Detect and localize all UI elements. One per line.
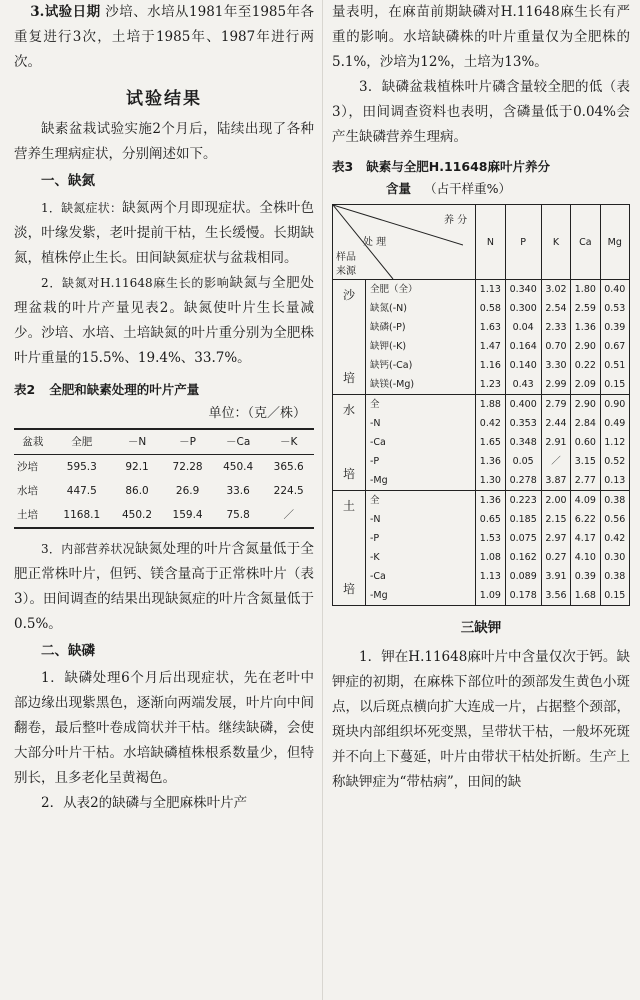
table-row: [333, 510, 630, 529]
table-row: [333, 414, 630, 433]
table3-value-cell: 0.70: [541, 337, 570, 356]
nitrogen-growth-paragraph: [14, 271, 314, 371]
table3-value-cell: 1.36: [476, 491, 505, 511]
subsection-potassium: 三缺钾: [460, 620, 502, 636]
table3-value-cell: 2.84: [571, 414, 600, 433]
table-row: [333, 299, 630, 318]
table-row: [333, 471, 630, 491]
table3-value-cell: 2.54: [541, 299, 570, 318]
table3-value-cell: 0.38: [600, 567, 629, 586]
table3-value-cell: 0.353: [505, 414, 541, 433]
table3-value-cell: 0.42: [600, 529, 629, 548]
table3-value-cell: 1.47: [476, 337, 505, 356]
table-row: [14, 479, 314, 503]
table2-cell: 1168.1: [63, 509, 101, 521]
table2-header: 盆栽: [22, 436, 44, 448]
nitrogen-growth-label: 2．缺氮对H.11648麻生长的影响: [41, 276, 230, 290]
table3-value-cell: 0.56: [600, 510, 629, 529]
group-label-top: 水: [342, 403, 355, 417]
trial-date-label: 3.试验日期: [30, 4, 101, 20]
subsection-phosphorus: 二、缺磷: [41, 643, 95, 659]
table3-value-cell: 0.140: [505, 356, 541, 375]
table3-value-cell: 0.185: [505, 510, 541, 529]
table3-value-cell: 0.39: [600, 318, 629, 337]
table3-treatment-cell: -Ca: [366, 567, 476, 586]
table3-value-cell: 0.52: [600, 452, 629, 471]
table3-value-cell: 4.09: [571, 491, 600, 511]
table3-value-cell: 2.97: [541, 529, 570, 548]
table3-caption-line2: [332, 178, 630, 200]
table3-value-cell: 1.53: [476, 529, 505, 548]
table2-cell: 92.1: [125, 461, 149, 473]
table3-group-label: [333, 491, 366, 606]
table3-value-cell: ／: [541, 452, 570, 471]
table2-cell: 33.6: [226, 485, 250, 497]
table3-value-cell: 0.178: [505, 586, 541, 606]
table-row: [333, 491, 630, 511]
table2-header-row: [14, 429, 314, 455]
subsection-nitrogen: 一、缺氮: [41, 173, 95, 189]
table3-value-cell: 0.223: [505, 491, 541, 511]
table2-cell: 365.6: [273, 461, 304, 473]
table3-value-cell: 0.51: [600, 356, 629, 375]
table3-treatment-cell: -Mg: [366, 586, 476, 606]
group-label-top: 土: [342, 499, 355, 513]
table3-value-cell: 3.15: [571, 452, 600, 471]
table-row: [333, 356, 630, 375]
table3-value-cell: 0.90: [600, 395, 629, 415]
table3-value-cell: 2.09: [571, 375, 600, 395]
table3-value-cell: 0.400: [505, 395, 541, 415]
phosphorus-symptom-paragraph: 1．缺磷处理6个月后出现症状，先在老叶中部边缘出现紫黑色，逐渐向两端发展，叶片向中间翻卷，最后整叶卷成筒状并干枯。继续缺磷，会使大部分叶片干枯。水培缺磷植株根系数量少，但特别长，且多老化呈黄褐色。: [14, 670, 314, 786]
table3-treatment-cell: 全: [366, 395, 476, 415]
table3-group-label: [333, 395, 366, 491]
table-row: [14, 503, 314, 528]
table2-title: 全肥和缺素处理的叶片产量: [49, 382, 200, 397]
table2-cell: 水培: [17, 485, 38, 497]
table3-value-cell: 3.91: [541, 567, 570, 586]
table2-cell: 450.4: [223, 461, 254, 473]
table3: [332, 204, 630, 606]
table3-value-cell: 1.23: [476, 375, 505, 395]
table3-value-cell: 1.36: [571, 318, 600, 337]
table3-diagonal-header: [333, 205, 476, 280]
table3-value-cell: 1.13: [476, 567, 505, 586]
nitrogen-growth-text: 缺氮与全肥处理盆栽的叶片产量见表2。缺氮使叶片生长量减少。沙培、水培、土培缺氮的叶片重分别为全肥株叶片重量的15.5%、19.4%、33.7%。: [14, 275, 315, 366]
table-row: [333, 375, 630, 395]
nitrogen-symptom-text: 缺氮两个月即现症状。全株叶色淡，叶缘发紫，老叶提前干枯，生长缓慢。长期缺氮，植株停止生长。田间缺氮症状与盆栽相同。: [14, 200, 315, 266]
table3-value-cell: 2.90: [571, 395, 600, 415]
table-row: [333, 337, 630, 356]
nutrient-status-text: 缺氮处理的叶片含氮量低于全肥正常株叶片，但钙、镁含量高于正常株叶片（表3）。田间调查的结果出现缺氮症的叶片含氮量低于0.5%。: [14, 541, 314, 632]
table2-caption: [14, 379, 314, 401]
table3-value-cell: 0.15: [600, 586, 629, 606]
table2-cell: 224.5: [273, 485, 304, 497]
table2-header: －N: [127, 436, 147, 448]
trial-date-paragraph: [14, 0, 314, 75]
table3-value-cell: 0.58: [476, 299, 505, 318]
table3-col-header: N: [476, 205, 505, 280]
group-label-top: 沙: [342, 288, 355, 302]
left-column: [14, 0, 314, 816]
table3-treatment-cell: 全: [366, 491, 476, 511]
table3-value-cell: 0.43: [505, 375, 541, 395]
table3-value-cell: 2.15: [541, 510, 570, 529]
table3-treatment-cell: 缺钾(-K): [366, 337, 476, 356]
table-row: [333, 586, 630, 606]
table3-value-cell: 1.88: [476, 395, 505, 415]
table2-cell: 75.8: [226, 509, 250, 521]
table3-treatment-cell: 缺钙(-Ca): [366, 356, 476, 375]
table2-cell: 159.4: [172, 509, 203, 521]
diagonal-top-label: 养 分: [443, 215, 468, 226]
table3-value-cell: 3.87: [541, 471, 570, 491]
phosphorus-content-paragraph: 3．缺磷盆栽植株叶片磷含量较全肥的低（表3），田间调查资料也表明，含磷量低于0.04%会产生缺磷营养生理病。: [332, 79, 630, 145]
table3-title: 缺素与全肥H.11648麻叶片养分: [366, 159, 550, 174]
table3-value-cell: 1.63: [476, 318, 505, 337]
table3-header-row: [333, 205, 630, 280]
table3-title2: 含量: [386, 181, 412, 196]
table2-cell: 72.28: [172, 461, 203, 473]
table3-value-cell: 2.33: [541, 318, 570, 337]
table-row: [14, 455, 314, 480]
section-title: 试验结果: [126, 89, 202, 109]
table3-value-cell: 1.36: [476, 452, 505, 471]
table2-cell: ／: [283, 509, 294, 521]
table2-header: －P: [179, 436, 196, 448]
table3-value-cell: 1.65: [476, 433, 505, 452]
table3-value-cell: 2.99: [541, 375, 570, 395]
table3-value-cell: 0.348: [505, 433, 541, 452]
table3-treatment-cell: 缺氮(-N): [366, 299, 476, 318]
table3-value-cell: 0.38: [600, 491, 629, 511]
table3-value-cell: 1.13: [476, 280, 505, 300]
table3-treatment-cell: -K: [366, 548, 476, 567]
table3-value-cell: 0.300: [505, 299, 541, 318]
table3-col-header: Mg: [600, 205, 629, 280]
table3-value-cell: 2.79: [541, 395, 570, 415]
table3-treatment-cell: -P: [366, 452, 476, 471]
table3-value-cell: 1.30: [476, 471, 505, 491]
table3-value-cell: 0.089: [505, 567, 541, 586]
table3-value-cell: 0.075: [505, 529, 541, 548]
table3-value-cell: 0.05: [505, 452, 541, 471]
table3-value-cell: 3.02: [541, 280, 570, 300]
table3-value-cell: 0.49: [600, 414, 629, 433]
table3-value-cell: 0.53: [600, 299, 629, 318]
table3-caption: [332, 156, 630, 178]
table3-value-cell: 0.42: [476, 414, 505, 433]
table3-value-cell: 2.44: [541, 414, 570, 433]
table2-cell: 450.2: [122, 509, 153, 521]
table3-value-cell: 2.90: [571, 337, 600, 356]
table-row: [333, 395, 630, 415]
table3-body: [333, 280, 630, 606]
table3-treatment-cell: -Mg: [366, 471, 476, 491]
group-label-bottom: 培: [342, 582, 355, 596]
table2-header: －Ca: [225, 436, 251, 448]
table-row: [333, 280, 630, 300]
phosphorus-yield-continued: 量表明，在麻苗前期缺磷对H.11648麻生长有严重的影响。水培缺磷株的叶片重量仅为全肥株的5.1%，沙培为12%，土培为13%。: [332, 4, 630, 70]
nitrogen-symptom-label: 1．缺氮症状：: [41, 201, 123, 215]
table-row: [333, 567, 630, 586]
table3-value-cell: 0.15: [600, 375, 629, 395]
column-divider: [322, 0, 323, 1000]
table3-value-cell: 0.22: [571, 356, 600, 375]
table2-cell: 447.5: [66, 485, 97, 497]
table3-treatment-cell: -N: [366, 414, 476, 433]
table3-col-header: Ca: [571, 205, 600, 280]
table-row: [333, 529, 630, 548]
table3-treatment-cell: 全肥（全）: [366, 280, 476, 300]
table3-treatment-cell: -P: [366, 529, 476, 548]
diagonal-bottom-label: 样品 来源: [336, 252, 356, 277]
potassium-paragraph: 1．钾在H.11648麻叶片中含量仅次于钙。缺钾症的初期，在麻株下部位叶的颈部发生黄色小斑点，以后斑点横向扩大连成一片，占据整个颈部，斑块内部组织坏死变黑，呈带状干枯，一般坏死斑并不向上下蔓延，叶片由带状干枯处折断。生产上称缺钾症为“带枯病”，田间的缺: [332, 649, 630, 790]
table2-label: 表2: [14, 382, 36, 397]
table3-value-cell: 0.30: [600, 548, 629, 567]
nutrient-status-label: 3．内部营养状况: [41, 542, 135, 556]
table3-value-cell: 3.56: [541, 586, 570, 606]
table-row: [333, 433, 630, 452]
table3-value-cell: 0.60: [571, 433, 600, 452]
table3-treatment-cell: -N: [366, 510, 476, 529]
table3-value-cell: 4.10: [571, 548, 600, 567]
table3-value-cell: 0.278: [505, 471, 541, 491]
table2-cell: 沙培: [17, 461, 38, 473]
table3-value-cell: 0.40: [600, 280, 629, 300]
trial-date-text: 沙培、水培从1981年至1985年各重复进行3次，土培于1985年、1987年进行两次。: [14, 4, 314, 70]
table3-value-cell: 1.80: [571, 280, 600, 300]
table3-col-header: P: [505, 205, 541, 280]
table3-value-cell: 1.12: [600, 433, 629, 452]
table-row: [333, 548, 630, 567]
table2-header: 全肥: [71, 436, 93, 448]
nitrogen-symptom-paragraph: [14, 196, 314, 271]
diagonal-mid-label: 处 理: [363, 237, 387, 248]
table3-value-cell: 0.164: [505, 337, 541, 356]
nutrient-status-paragraph: [14, 537, 314, 637]
table3-value-cell: 2.59: [571, 299, 600, 318]
table3-value-cell: 1.08: [476, 548, 505, 567]
right-column: [332, 0, 630, 795]
table3-label: 表3: [332, 159, 354, 174]
table3-value-cell: 1.16: [476, 356, 505, 375]
table3-value-cell: 4.17: [571, 529, 600, 548]
table3-value-cell: 0.162: [505, 548, 541, 567]
group-label-bottom: 培: [342, 371, 355, 385]
table3-value-cell: 0.27: [541, 548, 570, 567]
table2-cell: 26.9: [175, 485, 200, 497]
table3-value-cell: 0.13: [600, 471, 629, 491]
table3-treatment-cell: -Ca: [366, 433, 476, 452]
table3-value-cell: 0.04: [505, 318, 541, 337]
phosphorus-yield-paragraph: 2．从表2的缺磷与全肥麻株叶片产: [41, 795, 248, 811]
table2-cell: 595.3: [66, 461, 97, 473]
group-label-bottom: 培: [342, 467, 355, 481]
table3-value-cell: 2.77: [571, 471, 600, 491]
table3-value-cell: 6.22: [571, 510, 600, 529]
table2-cell: 土培: [17, 509, 38, 521]
table-row: [333, 318, 630, 337]
table3-treatment-cell: 缺磷(-P): [366, 318, 476, 337]
table3-value-cell: 0.67: [600, 337, 629, 356]
table3-title2-note: （占干样重%）: [424, 181, 511, 196]
table3-group-label: [333, 280, 366, 395]
table3-value-cell: 2.00: [541, 491, 570, 511]
table3-value-cell: 1.68: [571, 586, 600, 606]
table2-unit: 单位：（克／株）: [208, 406, 306, 421]
table3-value-cell: 1.09: [476, 586, 505, 606]
table-row: [333, 452, 630, 471]
results-intro: 缺素盆栽试验实施2个月后，陆续出现了各种营养生理病症状，分别阐述如下。: [14, 121, 314, 162]
table2-header: －K: [280, 436, 298, 448]
table3-value-cell: 3.30: [541, 356, 570, 375]
table2-cell: 86.0: [125, 485, 149, 497]
table3-treatment-cell: 缺镁(-Mg): [366, 375, 476, 395]
table2: [14, 428, 314, 529]
table3-value-cell: 0.65: [476, 510, 505, 529]
table3-value-cell: 2.91: [541, 433, 570, 452]
table3-value-cell: 0.340: [505, 280, 541, 300]
table3-value-cell: 0.39: [571, 567, 600, 586]
table3-col-header: K: [541, 205, 570, 280]
